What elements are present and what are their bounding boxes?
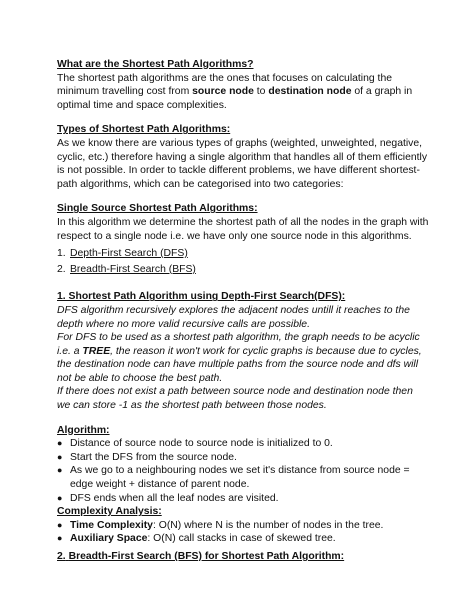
complexity-heading: Complexity Analysis:: [57, 506, 162, 518]
bfs-heading-link[interactable]: Breadth-First Search (BFS): [68, 551, 202, 562]
dfs-tree-term: TREE: [82, 345, 111, 357]
algorithm-step: As we go to a neighbouring nodes we set it's distance from source node = edge weight + distance of parent node.: [70, 465, 410, 491]
bfs-link[interactable]: Breadth-First Search (BFS): [70, 263, 196, 275]
types-heading: Types of Shortest Path Algorithms:: [57, 124, 231, 136]
list-item: [57, 451, 429, 465]
complexity-list: [57, 519, 429, 546]
dfs-para2-text-b: , the reason it won't work for cyclic graphs is because due to cycles, the destination node can have multiple paths from the source node and dfs will not be able to choose the best path.: [57, 345, 422, 384]
intro-heading: What are the Shortest Path Algorithms?: [57, 59, 254, 70]
list-item: [57, 464, 429, 491]
algorithm-step: Distance of source node to source node is initialized to 0.: [70, 438, 333, 450]
list-item: [57, 247, 429, 261]
bullet-icon: ●: [57, 533, 63, 544]
time-complexity-label: Time Complexity: [70, 519, 153, 531]
dfs-para2-text-a: For DFS to be used as a shortest path algorithm, the graph needs to be acyclic i.e. a: [57, 332, 420, 357]
algorithm-step: DFS ends when all the leaf nodes are visited.: [70, 492, 279, 504]
bfs-heading-number: 2.: [57, 551, 66, 562]
dfs-link[interactable]: Depth-First Search (DFS): [70, 248, 188, 260]
intro-text-1: The shortest path algorithms are the ones that focuses on calculating the minimum travelling cost from: [57, 72, 393, 98]
dfs-paragraph-3: If there does not exist a path between source node and destination node then we can store -1 as the shortest path between those nodes.: [57, 386, 413, 412]
auxiliary-space: [70, 532, 429, 546]
single-source-paragraph: In this algorithm we determine the shortest path of all the nodes in the graph with respect to a single node i.e. we have only one source node in this algorithms.: [57, 216, 429, 242]
list-number: 2.: [57, 263, 66, 275]
bullet-icon: ●: [57, 451, 63, 462]
intro-text-3: of a graph in optimal time and space complexities.: [57, 86, 413, 111]
list-item: [57, 532, 429, 546]
intro-source-node: source node: [192, 86, 254, 98]
list-number: 1.: [57, 248, 66, 260]
list-item: [57, 263, 429, 277]
time-complexity-text: : O(N) where N is the number of nodes in the tree.: [152, 519, 384, 531]
auxiliary-space-text: : O(N) call stacks in case of skewed tree.: [147, 533, 336, 545]
bullet-icon: ●: [57, 492, 63, 503]
bullet-icon: ●: [57, 519, 63, 530]
dfs-paragraph-2: [57, 331, 429, 385]
dfs-heading: 1. Shortest Path Algorithm using Depth-First Search(DFS):: [57, 291, 346, 303]
intro-text-2: to: [253, 86, 269, 98]
types-paragraph: As we know there are various types of graphs (weighted, unweighted, negative, cyclic, etc.) therefore having a single algorithm that handles all of them efficiently is not possible. In order to tackle different problems, we have different shortest-path algorithms, which can be categorised into two categories:: [57, 137, 428, 190]
bullet-icon: ●: [57, 438, 63, 449]
algorithm-steps: [57, 437, 429, 505]
bfs-heading: [57, 550, 429, 564]
time-complexity: [70, 519, 429, 533]
auxiliary-space-label: Auxiliary Space: [70, 533, 148, 545]
single-source-heading: Single Source Shortest Path Algorithms:: [57, 203, 258, 215]
list-item: [57, 492, 429, 506]
list-item: [57, 437, 429, 451]
algorithm-heading: Algorithm:: [57, 424, 110, 436]
intro-destination-node: destination node: [268, 86, 352, 98]
algorithm-list: [57, 247, 429, 276]
list-item: [57, 519, 429, 533]
bullet-icon: ●: [57, 465, 63, 476]
bfs-heading-rest: for Shortest Path Algorithm:: [201, 551, 345, 562]
intro-paragraph: [57, 72, 429, 113]
dfs-paragraph-1: DFS algorithm recursively explores the adjacent nodes untill it reaches to the depth where no more valid recursive calls are possible.: [57, 304, 410, 330]
algorithm-step: Start the DFS from the source node.: [70, 451, 237, 463]
document-page: [57, 58, 429, 564]
